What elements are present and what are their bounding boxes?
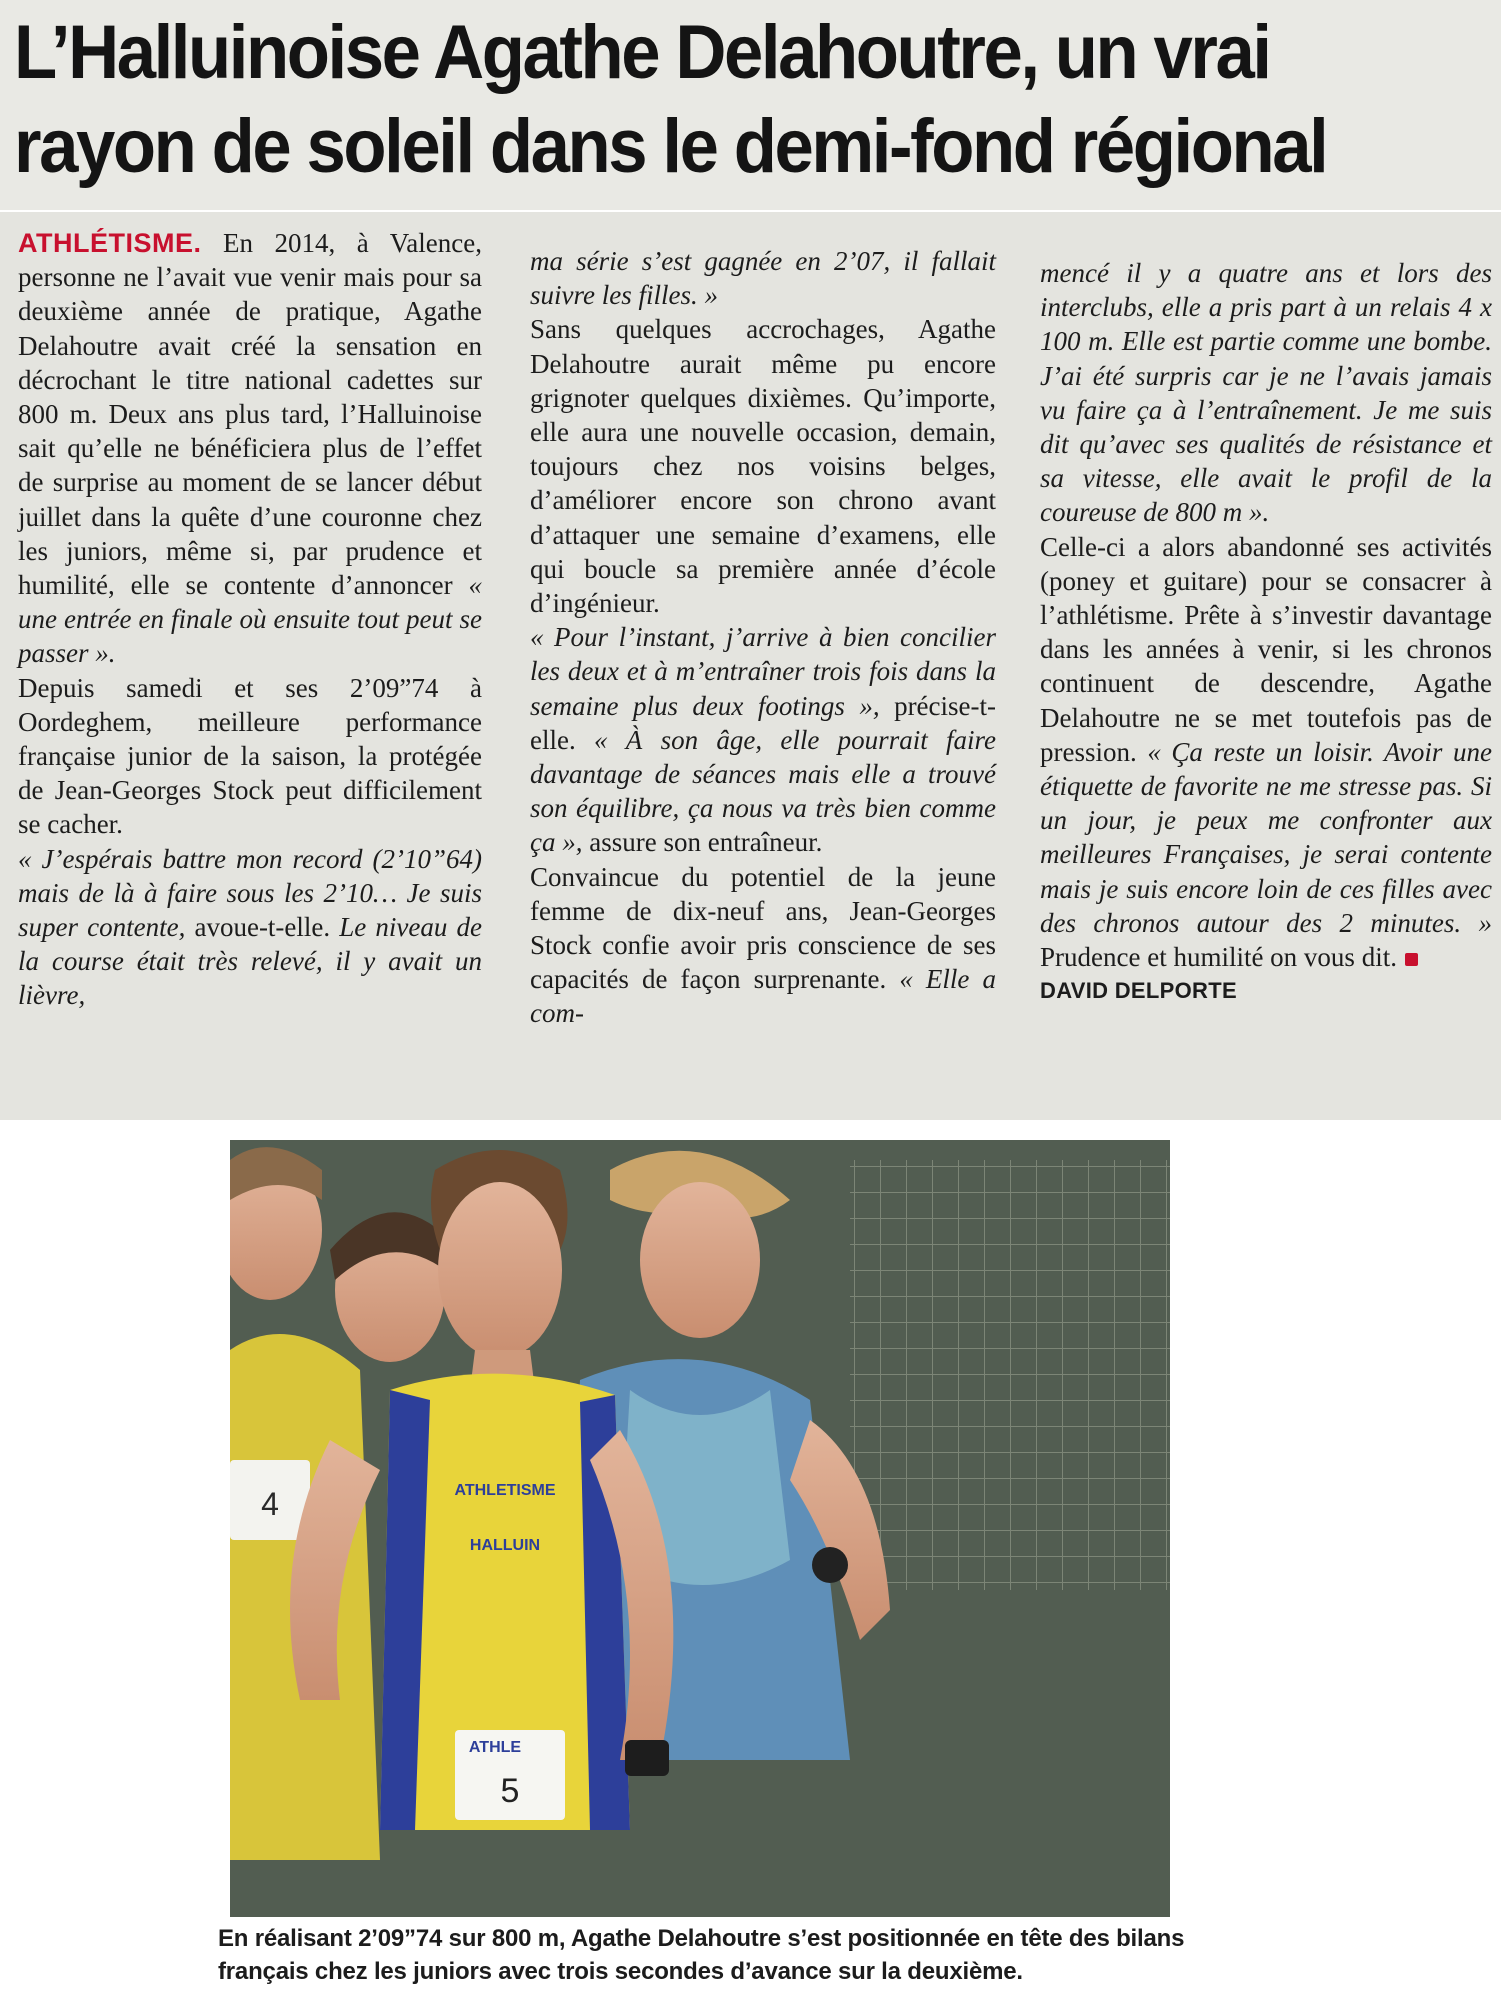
article-column-3	[1040, 256, 1492, 1008]
jersey-club-bottom: HALLUIN	[469, 1537, 541, 1554]
quote: « Ça reste un loisir. Avoir une étiquette de favorite ne me stresse pas. Si un jour, je peux me confronter aux meilleures Françaises, je serai contente mais je suis encore loin de ces filles avec des chronos autour des 2 minutes. »	[1040, 736, 1492, 938]
paragraph	[530, 620, 996, 859]
quote: Le niveau de la course était très relevé, il y avait un lièvre,	[18, 912, 482, 1011]
paragraph	[18, 226, 482, 671]
article-column-2	[530, 244, 996, 1031]
quote: « À son âge, elle pourrait faire davantage de séances mais elle a trouvé son équilibre, ça nous va très bien comme ça »,	[530, 724, 996, 858]
paragraph	[18, 842, 482, 1013]
article-column-1	[18, 226, 482, 1013]
wrist-watch-icon	[625, 1740, 669, 1776]
text-run: avoue-t-elle.	[185, 912, 340, 943]
text-run: Celle-ci a alors abandonné ses activités (poney et guitare) pour se consacrer à l’athlétisme. Prête à s’investir davantage dans les années à venir, si les chronos continuent de descendre, Agathe Delahoutre ne se met toutefois pas de pression.	[1040, 531, 1492, 767]
byline: DAVID DELPORTE	[1040, 978, 1237, 1004]
quote: ma série s’est gagnée en 2’07, il fallait suivre les filles. »	[530, 246, 996, 311]
paragraph: Sans quelques accrochages, Agathe Delahoutre aurait même pu encore grignoter quelques dixièmes. Qu’importe, elle aura une nouvelle occasion, demain, toujours chez nos voisins belges, d’améliorer encore son chrono avant d’attaquer une semaine d’examens, elle qui boucle sa première année d’école d’ingénieur.	[530, 314, 996, 619]
watch-icon	[812, 1547, 848, 1583]
headline: L’Halluinoise Agathe Delahoutre, un vrai rayon de soleil dans le demi-fond régional	[14, 10, 1327, 189]
bib-brand: ATHLE	[468, 1739, 522, 1756]
text-run: En 2014, à Valence, personne ne l’avait vue venir mais pour sa deuxième année de pratique, Agathe Delahoutre avait créé la sensation en décrochant le titre national cadettes sur 800 m. Deux ans plus tard, l’Halluinoise sait qu’elle ne bénéficiera plus de l’effet de surprise au moment de se lancer début juillet dans la quête d’une couronne chez les juniors, même si, par prudence et humilité, elle se contente d’annoncer	[18, 228, 482, 601]
paragraph	[1040, 530, 1492, 975]
paragraph: Depuis samedi et ses 2’09”74 à Oordeghem, meilleure performance française junior de la saison, la protégée de Jean-Georges Stock peut difficilement se cacher.	[18, 672, 482, 840]
text-run: Convaincue du potentiel de la jeune femme de dix-neuf ans, Jean-Georges Stock confie avoir pris conscience de ses capacités de façon surprenante.	[530, 861, 996, 995]
bib-left-number: 4	[261, 1486, 279, 1522]
photo-caption: En réalisant 2’09”74 sur 800 m, Agathe Delahoutre s’est positionnée en tête des bilans français chez les juniors avec trois secondes d’avance sur la deuxième.	[218, 1925, 1185, 1985]
paragraph	[530, 860, 996, 1031]
section-kicker: ATHLÉTISME.	[18, 228, 202, 258]
text-run: Prudence et humilité on vous dit.	[1040, 942, 1397, 973]
jersey-club-top: ATHLETISME	[454, 1482, 556, 1499]
bib-front-number: 5	[500, 1772, 520, 1810]
quote: « Pour l’instant, j’arrive à bien concilier les deux et à m’entraîner trois fois dans la semaine plus deux footings »,	[530, 622, 996, 721]
quote: « J’espérais battre mon record (2’10”64) mais de là à faire sous les 2’10… Je suis super contente,	[18, 843, 482, 943]
text-run: précise-t-elle.	[530, 690, 996, 755]
paragraph	[1040, 256, 1492, 530]
end-of-article-mark	[1405, 953, 1418, 966]
fence-background	[850, 1160, 1170, 1590]
quote: mencé il y a quatre ans et lors des interclubs, elle a pris part à un relais 4 x 100 m. Elle est partie comme une bombe. J’ai été surpris car je ne l’avais jamais vu faire ça à l’entraînement. Je me suis dit qu’avec ses qualités de résistance et sa vitesse, elle avait le profil de la coureuse de 800 m ».	[1040, 258, 1492, 528]
race-photo-illustration	[230, 1140, 1170, 1917]
quote: « une entrée en finale où ensuite tout peut se passer ».	[18, 570, 482, 669]
quote: « Elle a com-	[530, 964, 996, 1029]
paragraph	[530, 244, 996, 312]
race-photo	[230, 1140, 1170, 1917]
text-run: assure son entraîneur.	[582, 827, 823, 858]
